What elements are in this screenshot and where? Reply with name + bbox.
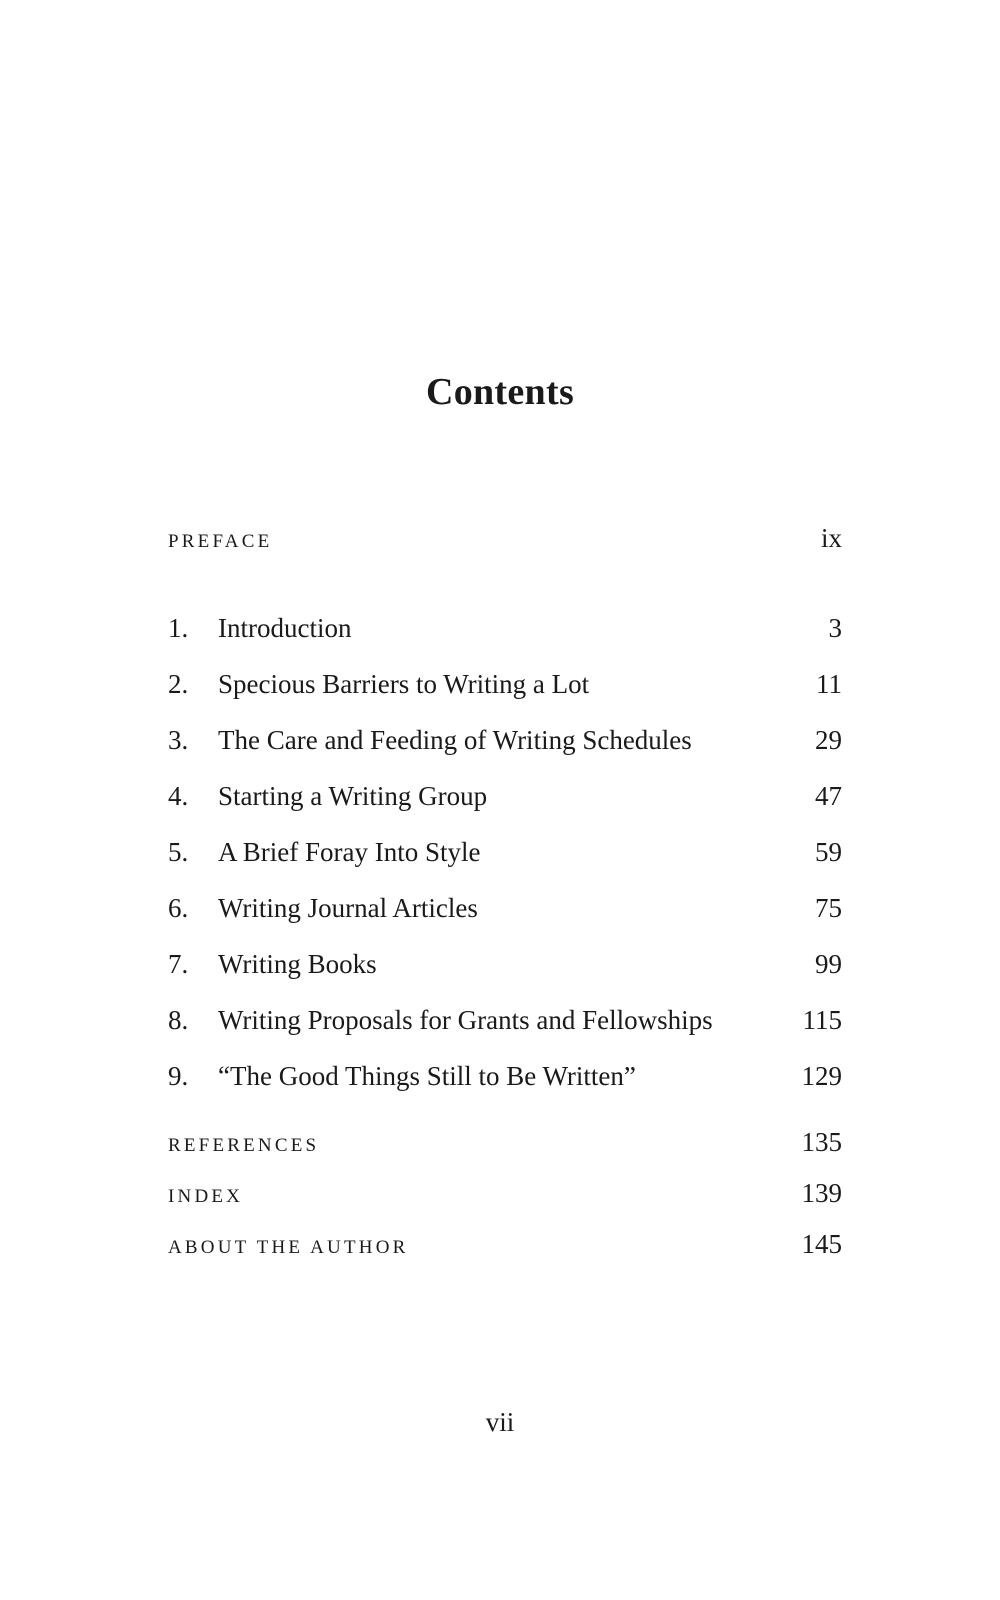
chapter-page: 47 — [815, 781, 842, 811]
toc-entry-index — [168, 1173, 842, 1213]
toc-chapter-1 — [168, 608, 842, 648]
toc-entry-label: ABOUT THE AUTHOR — [168, 1237, 409, 1258]
chapter-page: 29 — [815, 725, 842, 755]
chapter-title: Specious Barriers to Writing a Lot — [218, 669, 590, 699]
chapter-number: 1. — [168, 613, 189, 643]
chapter-title: Writing Books — [218, 949, 377, 979]
toc-entry-label: INDEX — [168, 1186, 244, 1207]
toc-entry-label: REFERENCES — [168, 1135, 320, 1156]
chapter-title: Starting a Writing Group — [218, 781, 488, 811]
chapter-number: 2. — [168, 669, 189, 699]
toc-chapter-2 — [168, 664, 842, 704]
toc-entry-page: 139 — [801, 1178, 842, 1208]
toc-entry-page: 135 — [801, 1127, 842, 1157]
toc-chapter-8 — [168, 1000, 842, 1040]
toc-entry-page: ix — [820, 523, 842, 553]
chapter-number: 8. — [168, 1005, 189, 1035]
chapter-number: 9. — [168, 1061, 189, 1091]
toc-chapter-6 — [168, 888, 842, 928]
chapter-page: 129 — [801, 1061, 842, 1091]
toc-chapter-4 — [168, 776, 842, 816]
chapter-number: 3. — [168, 725, 189, 755]
chapter-title: A Brief Foray Into Style — [218, 837, 481, 867]
chapter-title: The Care and Feeding of Writing Schedules — [218, 725, 692, 755]
chapter-number: 5. — [168, 837, 189, 867]
chapter-number: 6. — [168, 893, 189, 923]
toc-entry-about-the-author — [168, 1224, 842, 1264]
toc-entry-references — [168, 1122, 842, 1162]
chapter-page: 115 — [802, 1005, 842, 1035]
toc-chapter-7 — [168, 944, 842, 984]
chapter-title: “The Good Things Still to Be Written” — [218, 1061, 636, 1091]
toc-chapter-5 — [168, 832, 842, 872]
chapter-page: 59 — [815, 837, 842, 867]
page-title: Contents — [425, 371, 575, 413]
toc-chapter-9 — [168, 1056, 842, 1096]
toc-chapter-3 — [168, 720, 842, 760]
chapter-page: 11 — [816, 669, 842, 699]
chapter-number: 4. — [168, 781, 189, 811]
chapter-title: Writing Proposals for Grants and Fellowships — [218, 1005, 713, 1035]
chapter-number: 7. — [168, 949, 189, 979]
chapter-title: Introduction — [218, 613, 352, 643]
toc-entry-label: PREFACE — [168, 531, 273, 552]
toc-entry-preface — [168, 518, 842, 558]
toc-entry-page: 145 — [801, 1229, 842, 1259]
chapter-page: 75 — [815, 893, 842, 923]
chapter-title: Writing Journal Articles — [218, 893, 478, 923]
chapter-page: 3 — [828, 613, 842, 643]
chapter-page: 99 — [815, 949, 842, 979]
page-folio: vii — [485, 1407, 515, 1437]
